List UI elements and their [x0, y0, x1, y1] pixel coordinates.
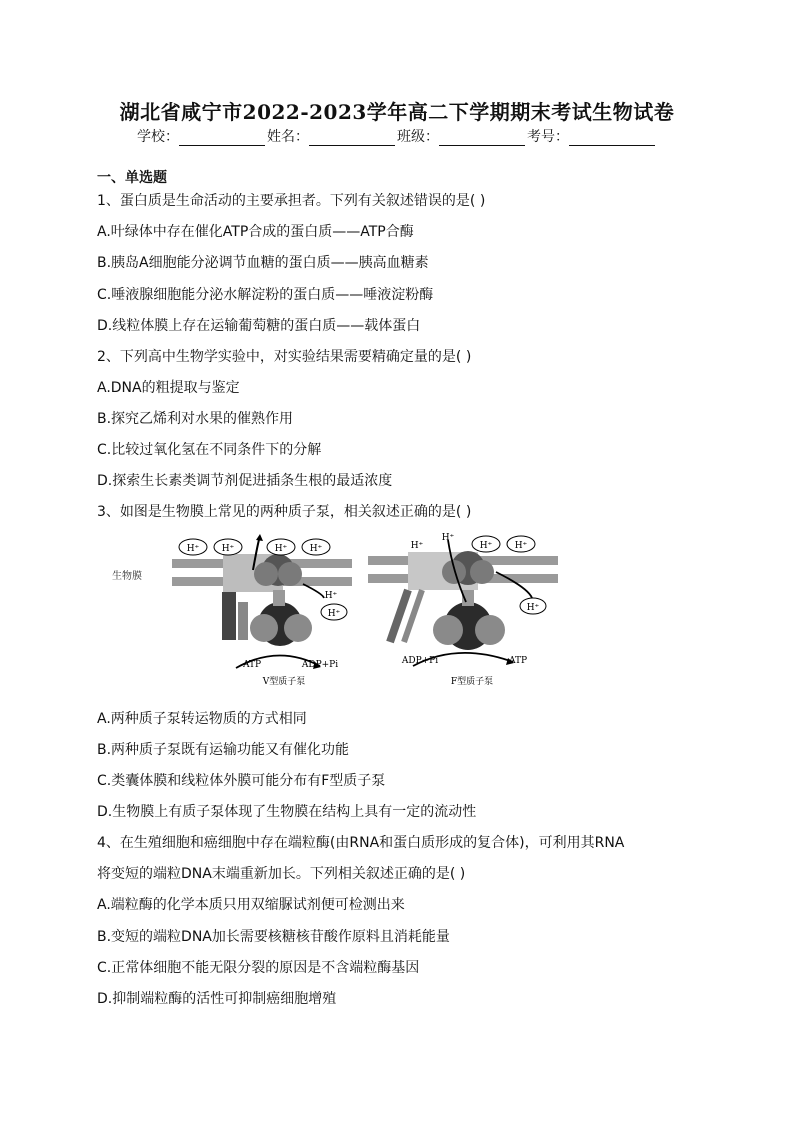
v-atp-label: ATP	[242, 660, 262, 670]
class-blank	[439, 131, 525, 146]
q3-option-a: A.两种质子泵转运物质的方式相同	[97, 711, 307, 727]
q1-option-d: D.线粒体膜上存在运输葡萄糖的蛋白质——载体蛋白	[97, 318, 421, 334]
svg-text:H⁺: H⁺	[186, 544, 200, 554]
q4-stem-line1: 4、在生殖细胞和癌细胞中存在端粒酶(由RNA和蛋白质形成的复合体)，可利用其RNA	[97, 835, 625, 851]
q1-option-b: B.胰岛A细胞能分泌调节血糖的蛋白质——胰高血糖素	[97, 255, 429, 271]
q2-stem: 2、下列高中生物学实验中，对实验结果需要精确定量的是( )	[97, 349, 472, 365]
exam-no-blank	[569, 131, 655, 146]
v-pump-label: V型质子泵	[262, 677, 306, 687]
q3-option-d: D.生物膜上有质子泵体现了生物膜在结构上具有一定的流动性	[97, 804, 477, 820]
f-pump-label: F型质子泵	[450, 677, 494, 687]
q4-option-d: D.抑制端粒酶的活性可抑制癌细胞增殖	[97, 991, 337, 1007]
svg-text:H⁺: H⁺	[441, 533, 455, 543]
svg-text:H⁺: H⁺	[274, 544, 288, 554]
student-info	[0, 126, 794, 146]
q2-option-d: D.探索生长素类调节剂促进插条生根的最适浓度	[97, 473, 393, 489]
name-blank	[309, 131, 395, 146]
membrane-label: 生物膜	[112, 571, 142, 582]
svg-text:H⁺: H⁺	[221, 544, 235, 554]
svg-text:H⁺: H⁺	[324, 591, 338, 601]
svg-text:H⁺: H⁺	[309, 544, 323, 554]
q1-option-c: C.唾液腺细胞能分泌水解淀粉的蛋白质——唾液淀粉酶	[97, 287, 434, 303]
name-label: 姓名：	[267, 129, 309, 145]
f-adp-label: ADP+Pi	[401, 656, 439, 666]
svg-text:H⁺: H⁺	[479, 541, 493, 551]
q1-option-a: A.叶绿体中存在催化ATP合成的蛋白质——ATP合酶	[97, 224, 414, 240]
school-blank	[179, 131, 265, 146]
q4-stem-line2: 将变短的端粒DNA末端重新加长。下列相关叙述正确的是( )	[97, 866, 466, 882]
q4-option-c: C.正常体细胞不能无限分裂的原因是不含端粒酶基因	[97, 960, 420, 976]
section-heading: 一、单选题	[97, 170, 167, 186]
q4-option-a: A.端粒酶的化学本质只用双缩脲试剂便可检测出来	[97, 897, 405, 913]
svg-text:H⁺: H⁺	[410, 541, 424, 551]
svg-text:H⁺: H⁺	[327, 609, 341, 619]
page-title: 湖北省咸宁市2022-2023学年高二下学期期末考试生物试卷	[119, 100, 675, 124]
q2-option-a: A.DNA的粗提取与鉴定	[97, 380, 240, 396]
proton-pump-figure	[108, 532, 558, 692]
q4-option-b: B.变短的端粒DNA加长需要核糖核苷酸作原料且消耗能量	[97, 929, 450, 945]
q3-option-b: B.两种质子泵既有运输功能又有催化功能	[97, 742, 350, 758]
school-label: 学校：	[137, 129, 179, 145]
svg-text:H⁺: H⁺	[526, 603, 540, 613]
q3-stem: 3、如图是生物膜上常见的两种质子泵，相关叙述正确的是( )	[97, 504, 472, 520]
exam-no-label: 考号：	[527, 129, 569, 145]
svg-text:H⁺: H⁺	[514, 541, 528, 551]
q2-option-c: C.比较过氧化氢在不同条件下的分解	[97, 442, 322, 458]
f-atp-label: ATP	[508, 656, 528, 666]
q3-option-c: C.类囊体膜和线粒体外膜可能分布有F型质子泵	[97, 773, 386, 789]
q1-stem: 1、蛋白质是生命活动的主要承担者。下列有关叙述错误的是( )	[97, 193, 486, 209]
q2-option-b: B.探究乙烯利对水果的催熟作用	[97, 411, 294, 427]
v-adp-label: ADP+Pi	[301, 660, 339, 670]
class-label: 班级：	[397, 129, 439, 145]
